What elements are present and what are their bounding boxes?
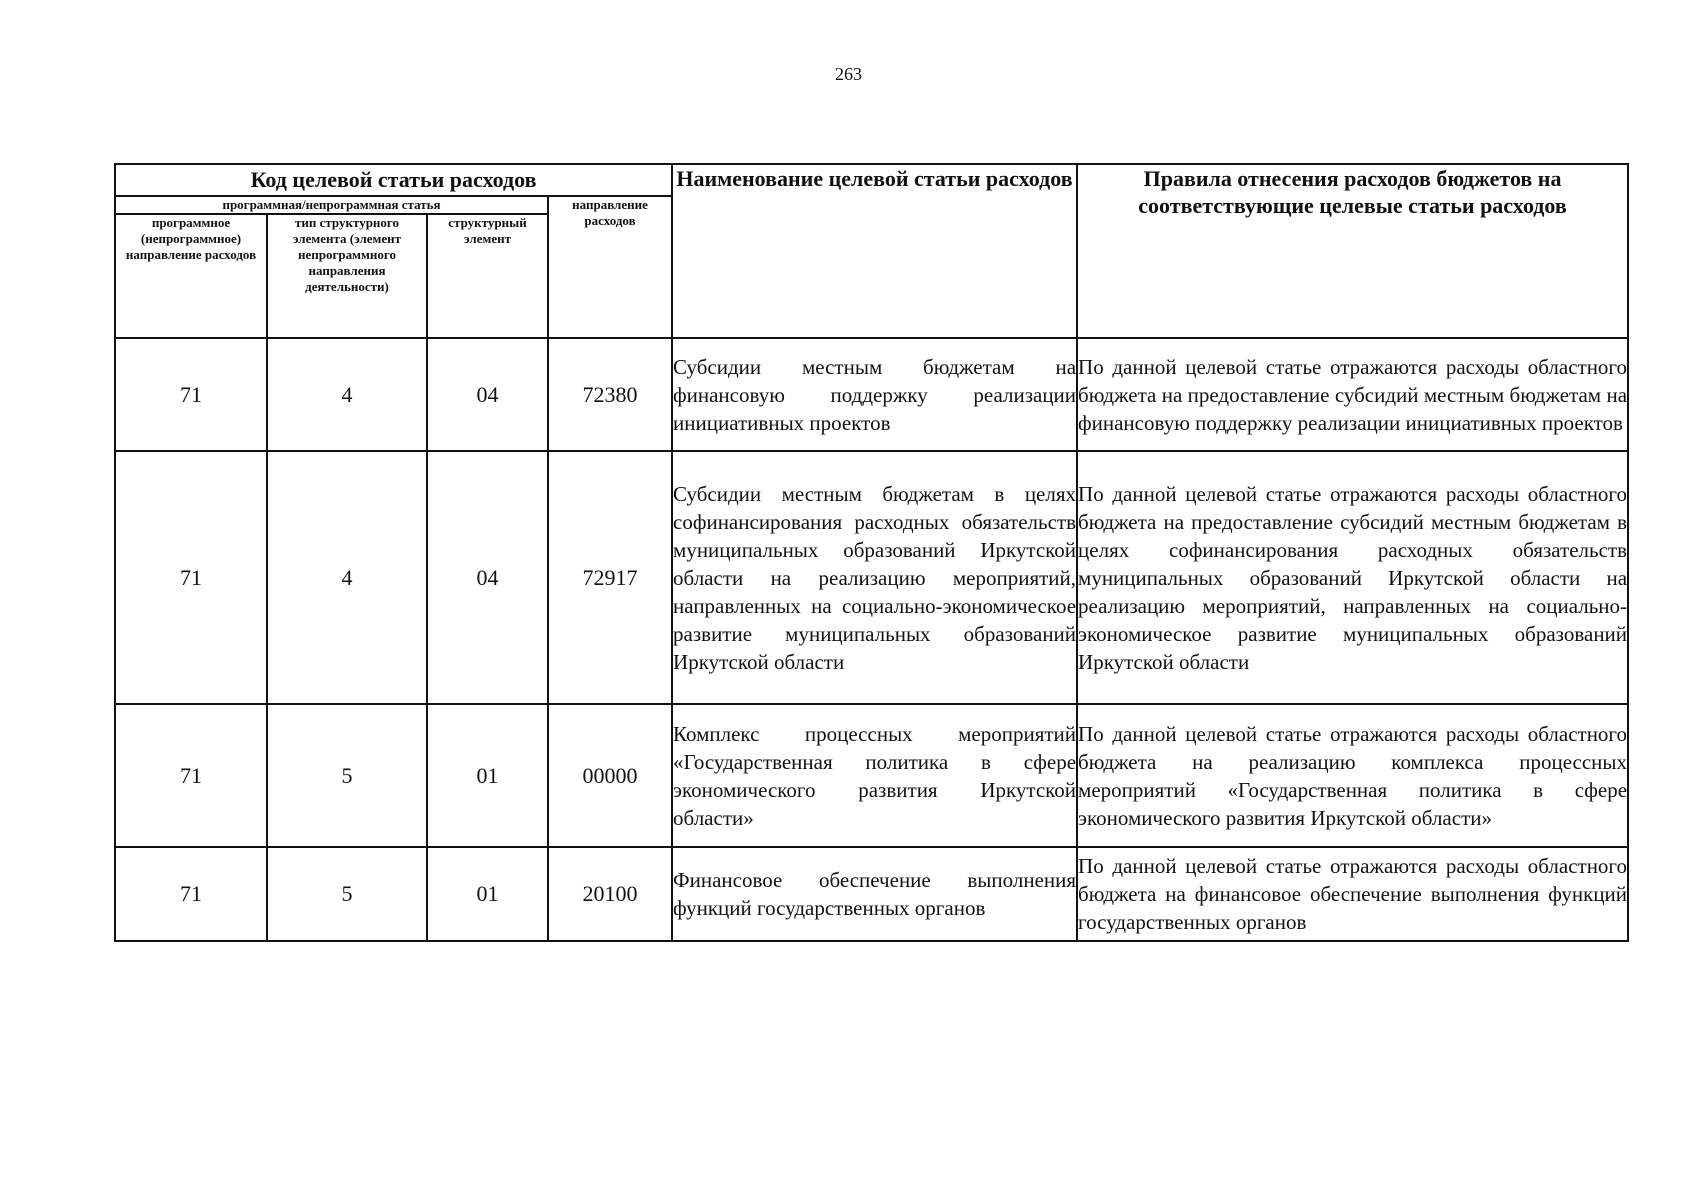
cell-direction: 00000 [548, 704, 672, 847]
cell-direction: 20100 [548, 847, 672, 941]
header-row-1 [115, 164, 1628, 196]
cell-direction: 72917 [548, 451, 672, 704]
header-structural-type: тип структурного элемента (элемент непрограммного направления деятельности) [267, 214, 427, 338]
cell-program: 71 [115, 338, 267, 451]
cell-name: Финансовое обеспечение выполнения функций государственных органов [672, 847, 1077, 941]
target-articles-table [114, 163, 1629, 942]
cell-element: 04 [427, 451, 548, 704]
cell-name: Субсидии местным бюджетам на финансовую поддержку реализации инициативных проектов [672, 338, 1077, 451]
table-row [115, 847, 1628, 941]
header-program-article: программная/непрограммная статья [115, 196, 548, 214]
cell-program: 71 [115, 451, 267, 704]
table-row [115, 704, 1628, 847]
cell-program: 71 [115, 704, 267, 847]
header-direction: направление расходов [548, 196, 672, 338]
page-number: 263 [835, 64, 862, 84]
header-rules-title: Правила отнесения расходов бюджетов на соответствующие целевые статьи расходов [1077, 164, 1628, 338]
cell-rules: По данной целевой статье отражаются расходы областного бюджета на финансовое обеспечение выполнения функций государственных органов [1077, 847, 1628, 941]
cell-type: 4 [267, 451, 427, 704]
header-program-direction: программное (непрограммное) направление расходов [115, 214, 267, 338]
cell-element: 01 [427, 847, 548, 941]
cell-program: 71 [115, 847, 267, 941]
table-row [115, 338, 1628, 451]
cell-type: 5 [267, 704, 427, 847]
cell-rules: По данной целевой статье отражаются расходы областного бюджета на предоставление субсидий местным бюджетам в целях софинансирования расходных обязательств муниципальных образований Иркутской области на реализацию мероприятий, направленных на социально-экономическое развитие муниципальных образований Иркутской области [1077, 451, 1628, 704]
cell-name: Субсидии местным бюджетам в целях софинансирования расходных обязательств муниципальных образований Иркутской области на реализацию мероприятий, направленных на социально-экономическое развитие муниципальных образований Иркутской области [672, 451, 1077, 704]
header-code-title: Код целевой статьи расходов [115, 164, 672, 196]
header-name-title: Наименование целевой статьи расходов [672, 164, 1077, 338]
cell-element: 04 [427, 338, 548, 451]
cell-name: Комплекс процессных мероприятий «Государственная политика в сфере экономического развития Иркутской области» [672, 704, 1077, 847]
cell-type: 4 [267, 338, 427, 451]
table-row [115, 451, 1628, 704]
cell-rules: По данной целевой статье отражаются расходы областного бюджета на предоставление субсидий местным бюджетам на финансовую поддержку реализации инициативных проектов [1077, 338, 1628, 451]
cell-rules: По данной целевой статье отражаются расходы областного бюджета на реализацию комплекса процессных мероприятий «Государственная политика в сфере экономического развития Иркутской области» [1077, 704, 1628, 847]
cell-type: 5 [267, 847, 427, 941]
cell-direction: 72380 [548, 338, 672, 451]
cell-element: 01 [427, 704, 548, 847]
header-structural-element: структурный элемент [427, 214, 548, 338]
